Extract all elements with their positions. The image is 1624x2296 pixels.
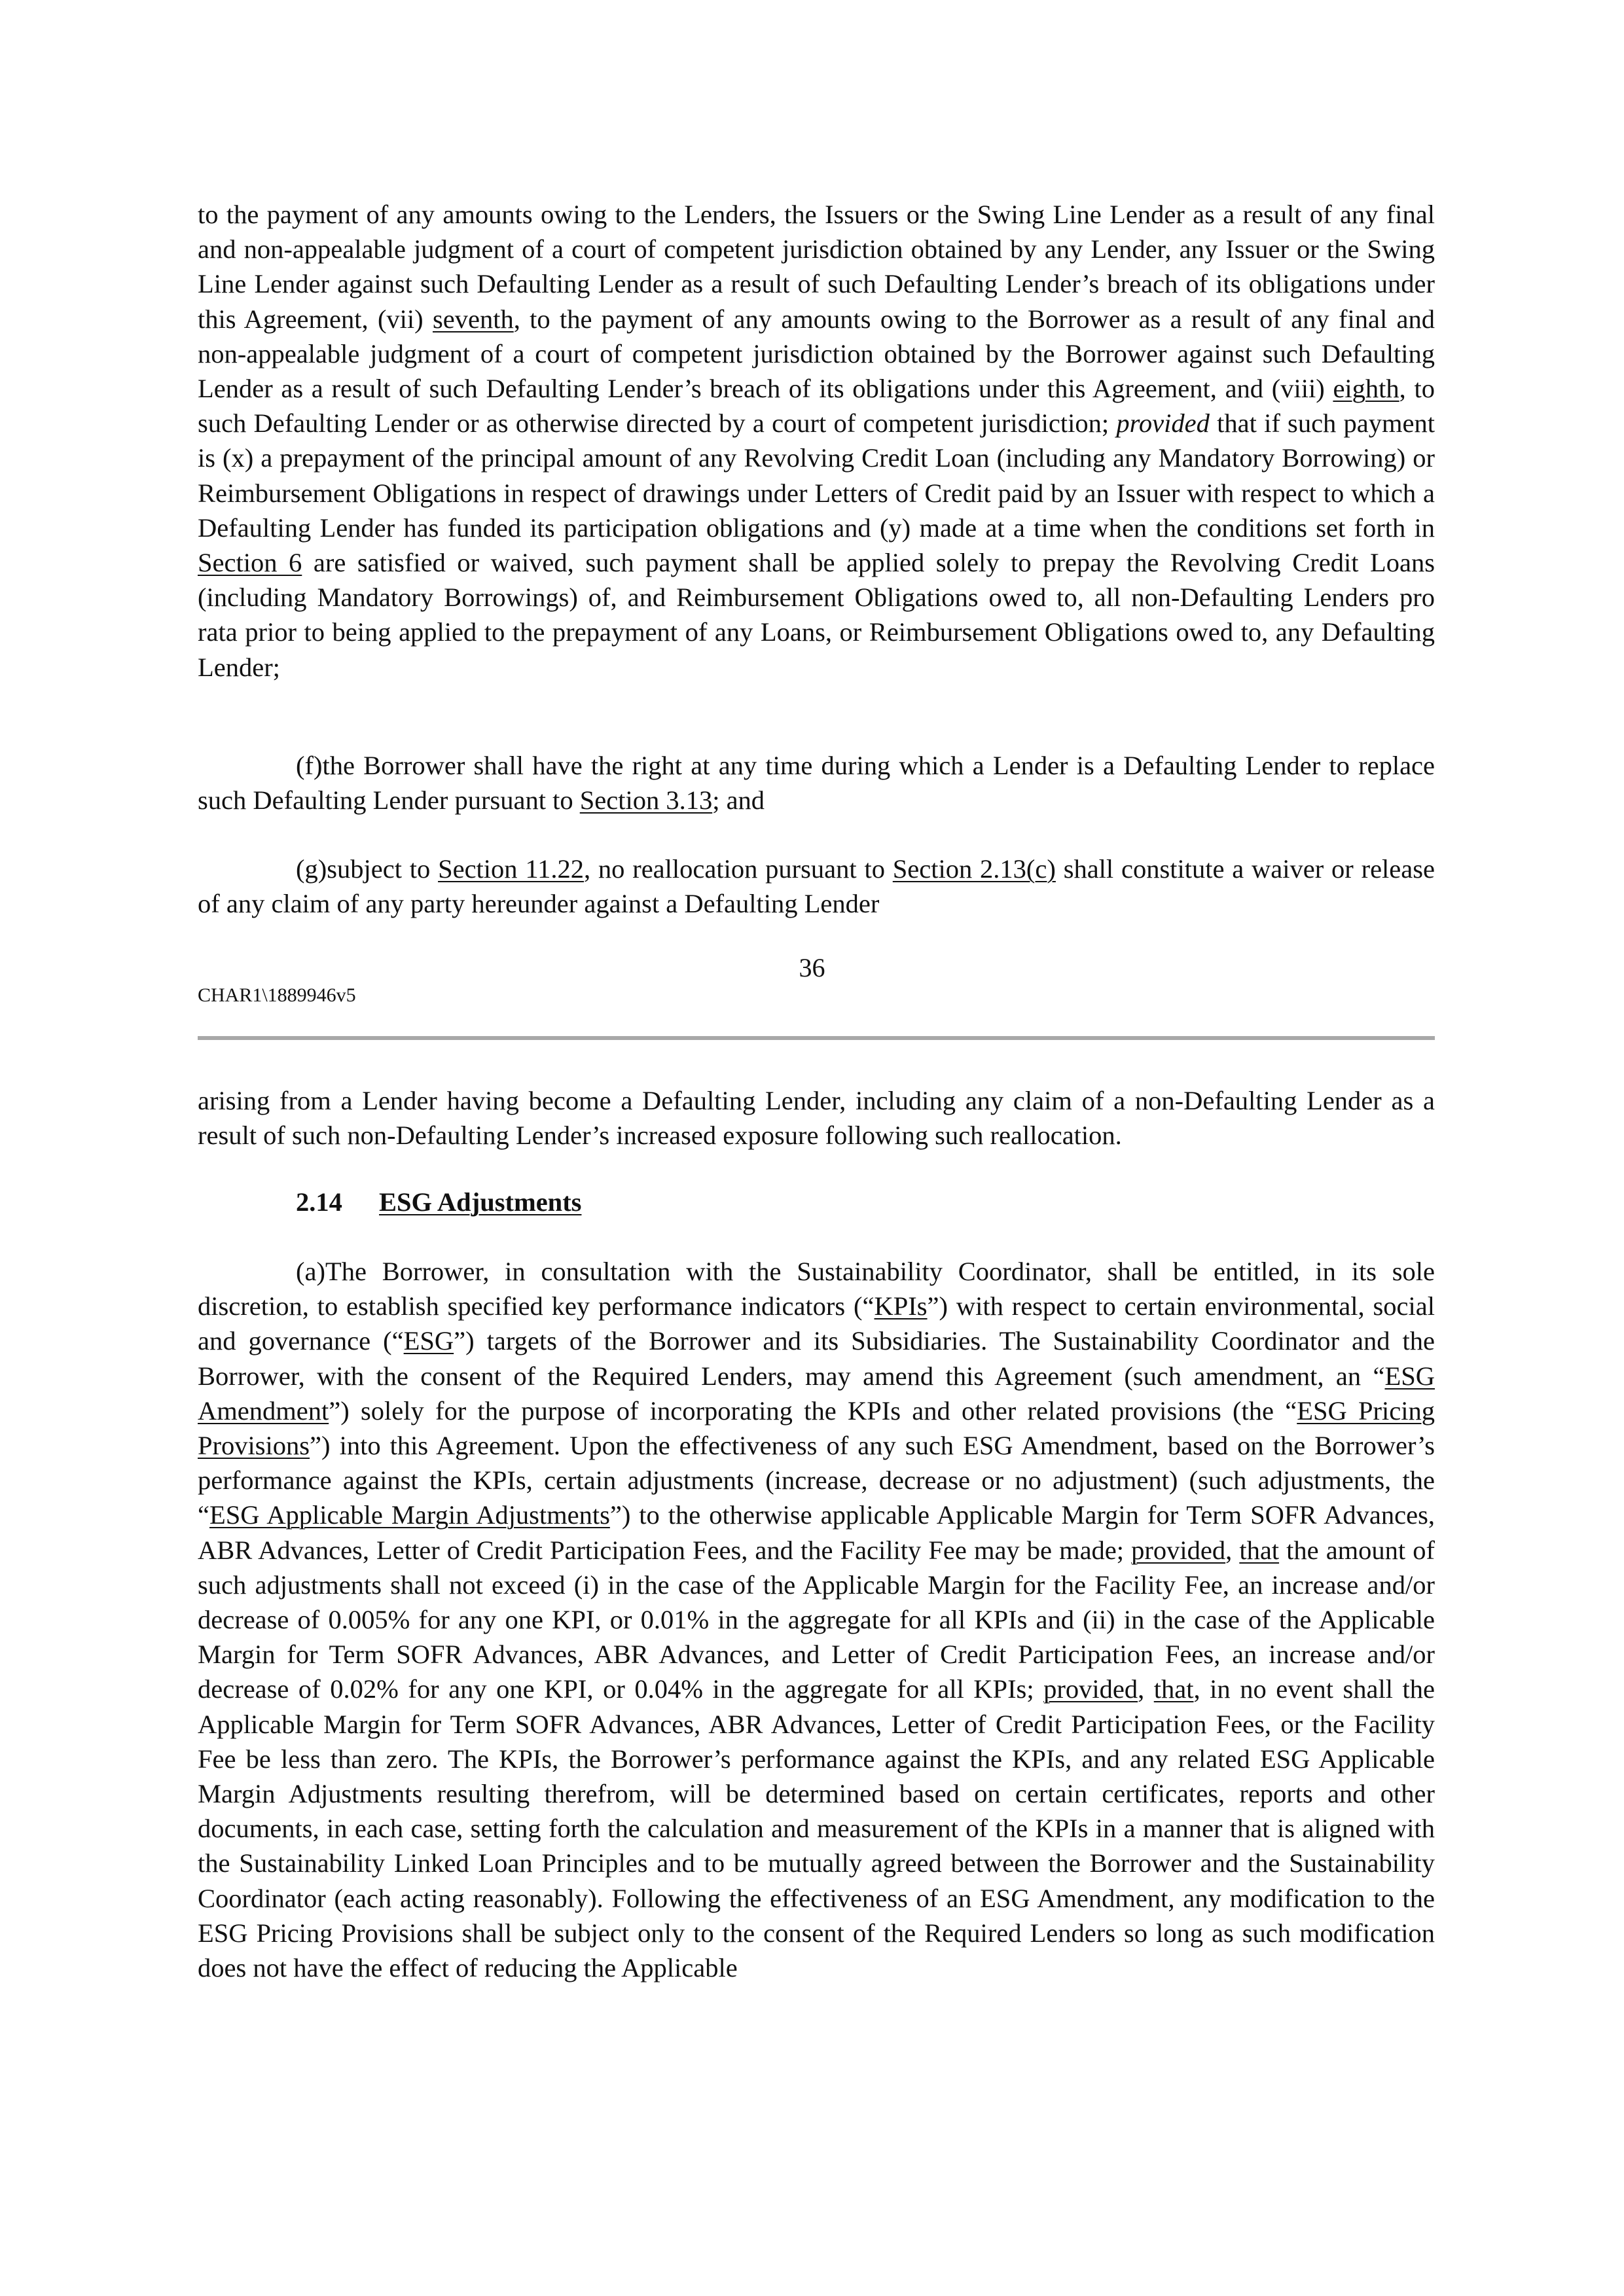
text-run: ”) targets of the Borrower and its Subsidiaries. The Sustainability Coordinator and the Borrower, with the consent of the Required Lenders, may amend this Agreement (such amendment, an “ (198, 1326, 1435, 1391)
text-run: ”) solely for the purpose of incorporating the KPIs and other related provisions (the “ (329, 1395, 1297, 1426)
text-run: , (1138, 1674, 1154, 1704)
text-run: (g)subject to (296, 854, 439, 884)
section-number: 2.14 (296, 1187, 342, 1217)
continuation-block (198, 1083, 1435, 1153)
term-that-1: that (1239, 1535, 1280, 1565)
paragraph-continuation (198, 197, 1435, 685)
term-provided-2: provided (1043, 1674, 1138, 1704)
term-esg-pricing-provisions: ESG Pricing Provisions (198, 1395, 1435, 1461)
section-heading (296, 1185, 581, 1219)
text-run: the amount of such adjustments shall not exceed (i) in the case of the Applicable Margin for the Facility Fee, an increase and/or decrease of 0.005% for any one KPI, or 0.01% in the aggregate for all KPIs and (ii) in the case of the Applicable Margin for Term SOFR Advances, ABR Advances, and Letter of Credit Participation Fees, an increase and/or decrease of 0.02% for any one KPI, or 0.04% in the aggregate for all KPIs; (198, 1535, 1435, 1704)
term-esg-amendment: ESG Amendment (198, 1361, 1435, 1426)
term-provided: provided (1116, 408, 1210, 439)
top-text-block (198, 197, 1435, 685)
text-run: , (1225, 1535, 1240, 1565)
term-kpis: KPIs (874, 1291, 928, 1321)
term-esg-applicable-margin-adjustments: ESG Applicable Margin Adjustments (209, 1500, 610, 1530)
section-3-13-link[interactable]: Section 3.13 (579, 785, 713, 816)
text-run: , to the payment of any amounts owing to the Borrower as a result of any final and non-appealable judgment of a court of competent jurisdiction obtained by the Borrower against such Defaulting Lender as a result of such Defaulting Lender’s breach of its obligations under this Agreement, and (viii) (198, 304, 1435, 404)
text-run: (a)The Borrower, in consultation with the Sustainability Coordinator, shall be entitled, in its sole discretion, to establish specified key performance indicators (“ (198, 1257, 1435, 1321)
text-run: , to such Defaulting Lender or as otherwise directed by a court of competent jurisdiction; (198, 374, 1435, 439)
term-that-2: that (1153, 1674, 1194, 1704)
text-run: , no reallocation pursuant to (583, 854, 893, 884)
paragraph-f (198, 748, 1435, 817)
term-provided-1: provided (1131, 1535, 1226, 1565)
text-run: ”) to the otherwise applicable Applicable Margin for Term SOFR Advances, ABR Advances, Letter of Credit Participation Fees, and the Facility Fee may be made; (198, 1500, 1435, 1565)
text-run: , in no event shall the Applicable Margin for Term SOFR Advances, ABR Advances, Letter of Credit Participation Fees, or the Facility Fee be less than zero. The KPIs, the Borrower’s performance against the KPIs, and any related ESG Applicable Margin Adjustments resulting therefrom, will be determined based on certain certificates, reports and other documents, in each case, setting forth the calculation and measurement of the KPIs in a manner that is aligned with the Sustainability Linked Loan Principles and to be mutually agreed between the Borrower and the Sustainability Coordinator (each acting reasonably). Following the effectiveness of an ESG Amendment, any modification to the ESG Pricing Provisions shall be subject only to the consent of the Required Lenders so long as such modification does not have the effect of reducing the Applicable (198, 1674, 1435, 1983)
text-run: ”) into this Agreement. Upon the effectiveness of any such ESG Amendment, based on the Borrower’s performance against the KPIs, certain adjustments (increase, decrease or no adjustment) (such adjustments, the “ (198, 1431, 1435, 1530)
paragraph-g (198, 852, 1435, 921)
text-run: ; and (712, 785, 765, 816)
section-title: ESG Adjustments (379, 1187, 582, 1217)
paragraph-f-block (198, 748, 1435, 817)
text-run: that if such payment is (x) a prepayment of the principal amount of any Revolving Credit Loan (including any Mandatory Borrowing) or Reimbursement Obligations in respect of drawings under Letters of Credit paid by an Issuer with respect to which a Defaulting Lender has funded its participation obligations and (y) made at a time when the conditions set forth in (198, 408, 1435, 543)
term-esg: ESG (403, 1326, 454, 1356)
text-run: ”) with respect to certain environmental, social and governance (“ (198, 1291, 1435, 1356)
paragraph-continuation-2: arising from a Lender having become a Defaulting Lender, including any claim of a non-Defaulting Lender as a result of such non-Defaulting Lender’s increased exposure following such reallocation. (198, 1086, 1435, 1151)
paragraph-a (198, 1254, 1435, 1985)
page-break-divider (198, 1036, 1435, 1040)
section-6-link[interactable]: Section 6 (198, 548, 302, 578)
text-run: are satisfied or waived, such payment shall be applied solely to prepay the Revolving Credit Loans (including Mandatory Borrowings) of, and Reimbursement Obligations owed to, all non-Defaulting Lenders pro rata prior to being applied to the prepayment of any Loans, or Reimbursement Obligations owed to, any Defaulting Lender; (198, 548, 1435, 682)
section-2-13c-link[interactable]: Section 2.13(c) (892, 854, 1056, 884)
text-run: shall constitute a waiver or release of any claim of any party hereunder against a Defaulting Lender (198, 854, 1435, 919)
text-run: to the payment of any amounts owing to the Lenders, the Issuers or the Swing Line Lender as a result of any final and non-appealable judgment of a court of competent jurisdiction obtained by any Lender, any Issuer or the Swing Line Lender against such Defaulting Lender as a result of such Defaulting Lender’s breach of its obligations under this Agreement, (vii) (198, 200, 1435, 334)
term-eighth: eighth (1333, 374, 1399, 404)
paragraph-a-block (198, 1254, 1435, 1985)
page-number: 36 (799, 953, 825, 982)
term-seventh: seventh (432, 304, 514, 334)
section-11-22-link[interactable]: Section 11.22 (438, 854, 584, 884)
paragraph-g-block (198, 852, 1435, 921)
text-run: (f)the Borrower shall have the right at any time during which a Lender is a Defaulting Lender to replace such Defaulting Lender pursuant to (198, 751, 1435, 816)
document-id: CHAR1\1889946v5 (198, 984, 356, 1006)
